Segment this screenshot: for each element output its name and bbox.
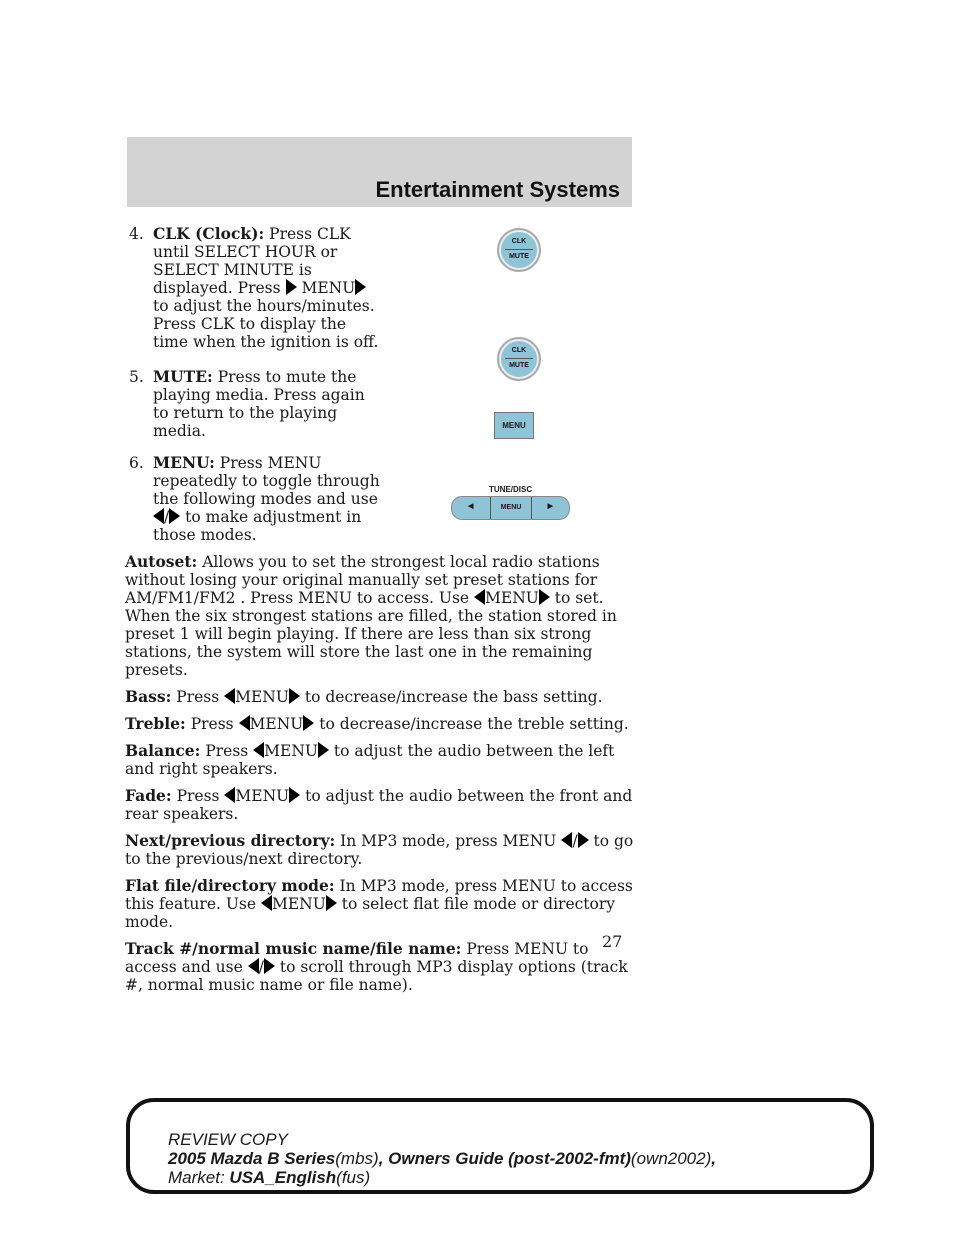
right-arrow-icon bbox=[326, 895, 337, 911]
left-arrow-icon bbox=[253, 742, 264, 758]
right-arrow-icon bbox=[169, 508, 180, 524]
item-number: 4. bbox=[129, 225, 144, 243]
bass-label: Bass: bbox=[125, 687, 172, 706]
left-arrow-icon bbox=[261, 895, 272, 911]
left-arrow-icon bbox=[248, 958, 259, 974]
autoset-label: Autoset: bbox=[125, 552, 198, 571]
left-arrow-icon bbox=[561, 832, 572, 848]
right-arrow-icon bbox=[539, 589, 550, 605]
track-text: Press MENU to access and use bbox=[125, 940, 589, 976]
page-content bbox=[125, 225, 645, 1003]
left-arrow-icon bbox=[474, 589, 485, 605]
track-text: to scroll through MP3 display options (track #, normal music name or file name). bbox=[125, 958, 628, 994]
clk-label: CLK bbox=[511, 238, 527, 245]
bass-paragraph bbox=[125, 688, 645, 706]
left-arrow-icon bbox=[239, 715, 250, 731]
right-arrow-icon bbox=[289, 787, 300, 803]
item-mute bbox=[125, 368, 383, 440]
section-header bbox=[127, 137, 632, 207]
mute-label: MUTE bbox=[509, 253, 529, 260]
footer-market-value: USA_English bbox=[229, 1168, 337, 1187]
nextprev-text: In MP3 mode, press MENU bbox=[340, 832, 557, 850]
flat-text: In MP3 mode, press MENU to access this feature. Use bbox=[125, 877, 633, 913]
press-text: Press bbox=[176, 688, 220, 706]
right-arrow-icon bbox=[303, 715, 314, 731]
item-menu bbox=[125, 454, 383, 544]
autoset-text: Allows you to set the strongest local radio stations without losing your original manually set preset stations for AM/FM1/FM2 . Press MENU to access. Use bbox=[125, 553, 600, 607]
footer-comma: , bbox=[711, 1149, 716, 1168]
menu-button-image: MENU bbox=[494, 412, 534, 439]
right-arrow-icon bbox=[264, 958, 275, 974]
footer-model: 2005 Mazda B Series bbox=[168, 1149, 336, 1168]
autoset-paragraph bbox=[125, 553, 645, 679]
menu-text: MENU bbox=[301, 279, 356, 297]
footer-line3 bbox=[168, 1168, 716, 1187]
item-label: CLK (Clock): bbox=[153, 224, 265, 243]
footer-line2 bbox=[168, 1149, 716, 1168]
mute-label: MUTE bbox=[509, 362, 529, 369]
item-label: MUTE: bbox=[153, 367, 213, 386]
treble-paragraph bbox=[125, 715, 645, 733]
menu-text: MENU bbox=[264, 742, 318, 760]
track-paragraph bbox=[125, 940, 645, 994]
flat-paragraph bbox=[125, 877, 645, 931]
slash: / bbox=[164, 508, 170, 526]
flat-label: Flat file/directory mode: bbox=[125, 876, 335, 895]
flat-text: to select flat file mode or directory mode. bbox=[125, 895, 616, 931]
right-arrow-icon bbox=[355, 279, 366, 295]
fade-paragraph bbox=[125, 787, 645, 823]
menu-text: MENU bbox=[485, 589, 539, 607]
item-text: to adjust the hours/minutes. Press CLK to display the time when the ignition is off. bbox=[153, 297, 379, 351]
item-number: 5. bbox=[129, 368, 144, 386]
review-footer bbox=[126, 1098, 874, 1194]
press-text: Press bbox=[190, 715, 234, 733]
treble-label: Treble: bbox=[125, 714, 186, 733]
item-text: Press MENU repeatedly to toggle through the following modes and use bbox=[153, 454, 380, 508]
fade-text: to adjust the audio between the front and rear speakers. bbox=[125, 787, 633, 823]
balance-paragraph bbox=[125, 742, 645, 778]
footer-mbs: (mbs) bbox=[335, 1149, 379, 1168]
balance-label: Balance: bbox=[125, 741, 201, 760]
item-number: 6. bbox=[129, 454, 144, 472]
slash: / bbox=[572, 832, 578, 850]
section-title: Entertainment Systems bbox=[375, 177, 620, 202]
footer-review-copy: REVIEW COPY bbox=[168, 1130, 288, 1149]
treble-text: to decrease/increase the treble setting. bbox=[319, 715, 629, 733]
balance-text: to adjust the audio between the left and right speakers. bbox=[125, 742, 615, 778]
item-text: Press CLK until SELECT HOUR or SELECT MINUTE is displayed. Press bbox=[153, 225, 351, 297]
nextprev-label: Next/previous directory: bbox=[125, 831, 336, 850]
right-arrow-icon bbox=[318, 742, 329, 758]
right-arrow-icon: ▶ bbox=[547, 503, 553, 510]
item-label: MENU: bbox=[153, 453, 215, 472]
right-arrow-icon bbox=[578, 832, 589, 848]
footer-text bbox=[168, 1130, 716, 1187]
menu-text: MENU bbox=[235, 787, 290, 805]
track-label: Track #/normal music name/file name: bbox=[125, 939, 462, 958]
tune-menu-label: MENU bbox=[490, 497, 532, 519]
left-arrow-icon bbox=[153, 508, 164, 524]
nextprev-text: to go to the previous/next directory. bbox=[125, 832, 634, 868]
bass-text: to decrease/increase the bass setting. bbox=[304, 688, 603, 706]
right-arrow-icon bbox=[289, 688, 300, 704]
left-arrow-icon bbox=[224, 688, 235, 704]
press-text: Press bbox=[176, 787, 220, 805]
fade-label: Fade: bbox=[125, 786, 172, 805]
footer-own: (own2002) bbox=[630, 1149, 712, 1168]
press-text: Press bbox=[205, 742, 249, 760]
tune-disc-label: TUNE/DISC bbox=[489, 485, 533, 494]
menu-text: MENU bbox=[249, 715, 304, 733]
autoset-text: When the six strongest stations are filled, the station stored in preset 1 will begin playing. If there are less than six strong stations, the system will store the last one in the remaining presets. bbox=[125, 607, 617, 679]
footer-market: Market: bbox=[168, 1168, 225, 1187]
clk-label: CLK bbox=[511, 347, 527, 354]
page-number: 27 bbox=[602, 932, 623, 951]
item-text: Press to mute the playing media. Press again to return to the playing media. bbox=[153, 368, 365, 440]
autoset-text: to set. bbox=[554, 589, 604, 607]
item-clk bbox=[125, 225, 383, 351]
footer-fus: (fus) bbox=[336, 1168, 371, 1187]
slash: / bbox=[258, 958, 264, 976]
nextprev-paragraph bbox=[125, 832, 645, 868]
item-text: to make adjustment in those modes. bbox=[153, 508, 362, 544]
menu-text: MENU bbox=[235, 688, 289, 706]
left-arrow-icon: ◀ bbox=[468, 503, 474, 510]
left-arrow-icon bbox=[224, 787, 235, 803]
menu-text: MENU bbox=[271, 895, 326, 913]
right-arrow-icon bbox=[286, 279, 297, 295]
footer-guide: , Owners Guide (post-2002-fmt) bbox=[378, 1149, 631, 1168]
